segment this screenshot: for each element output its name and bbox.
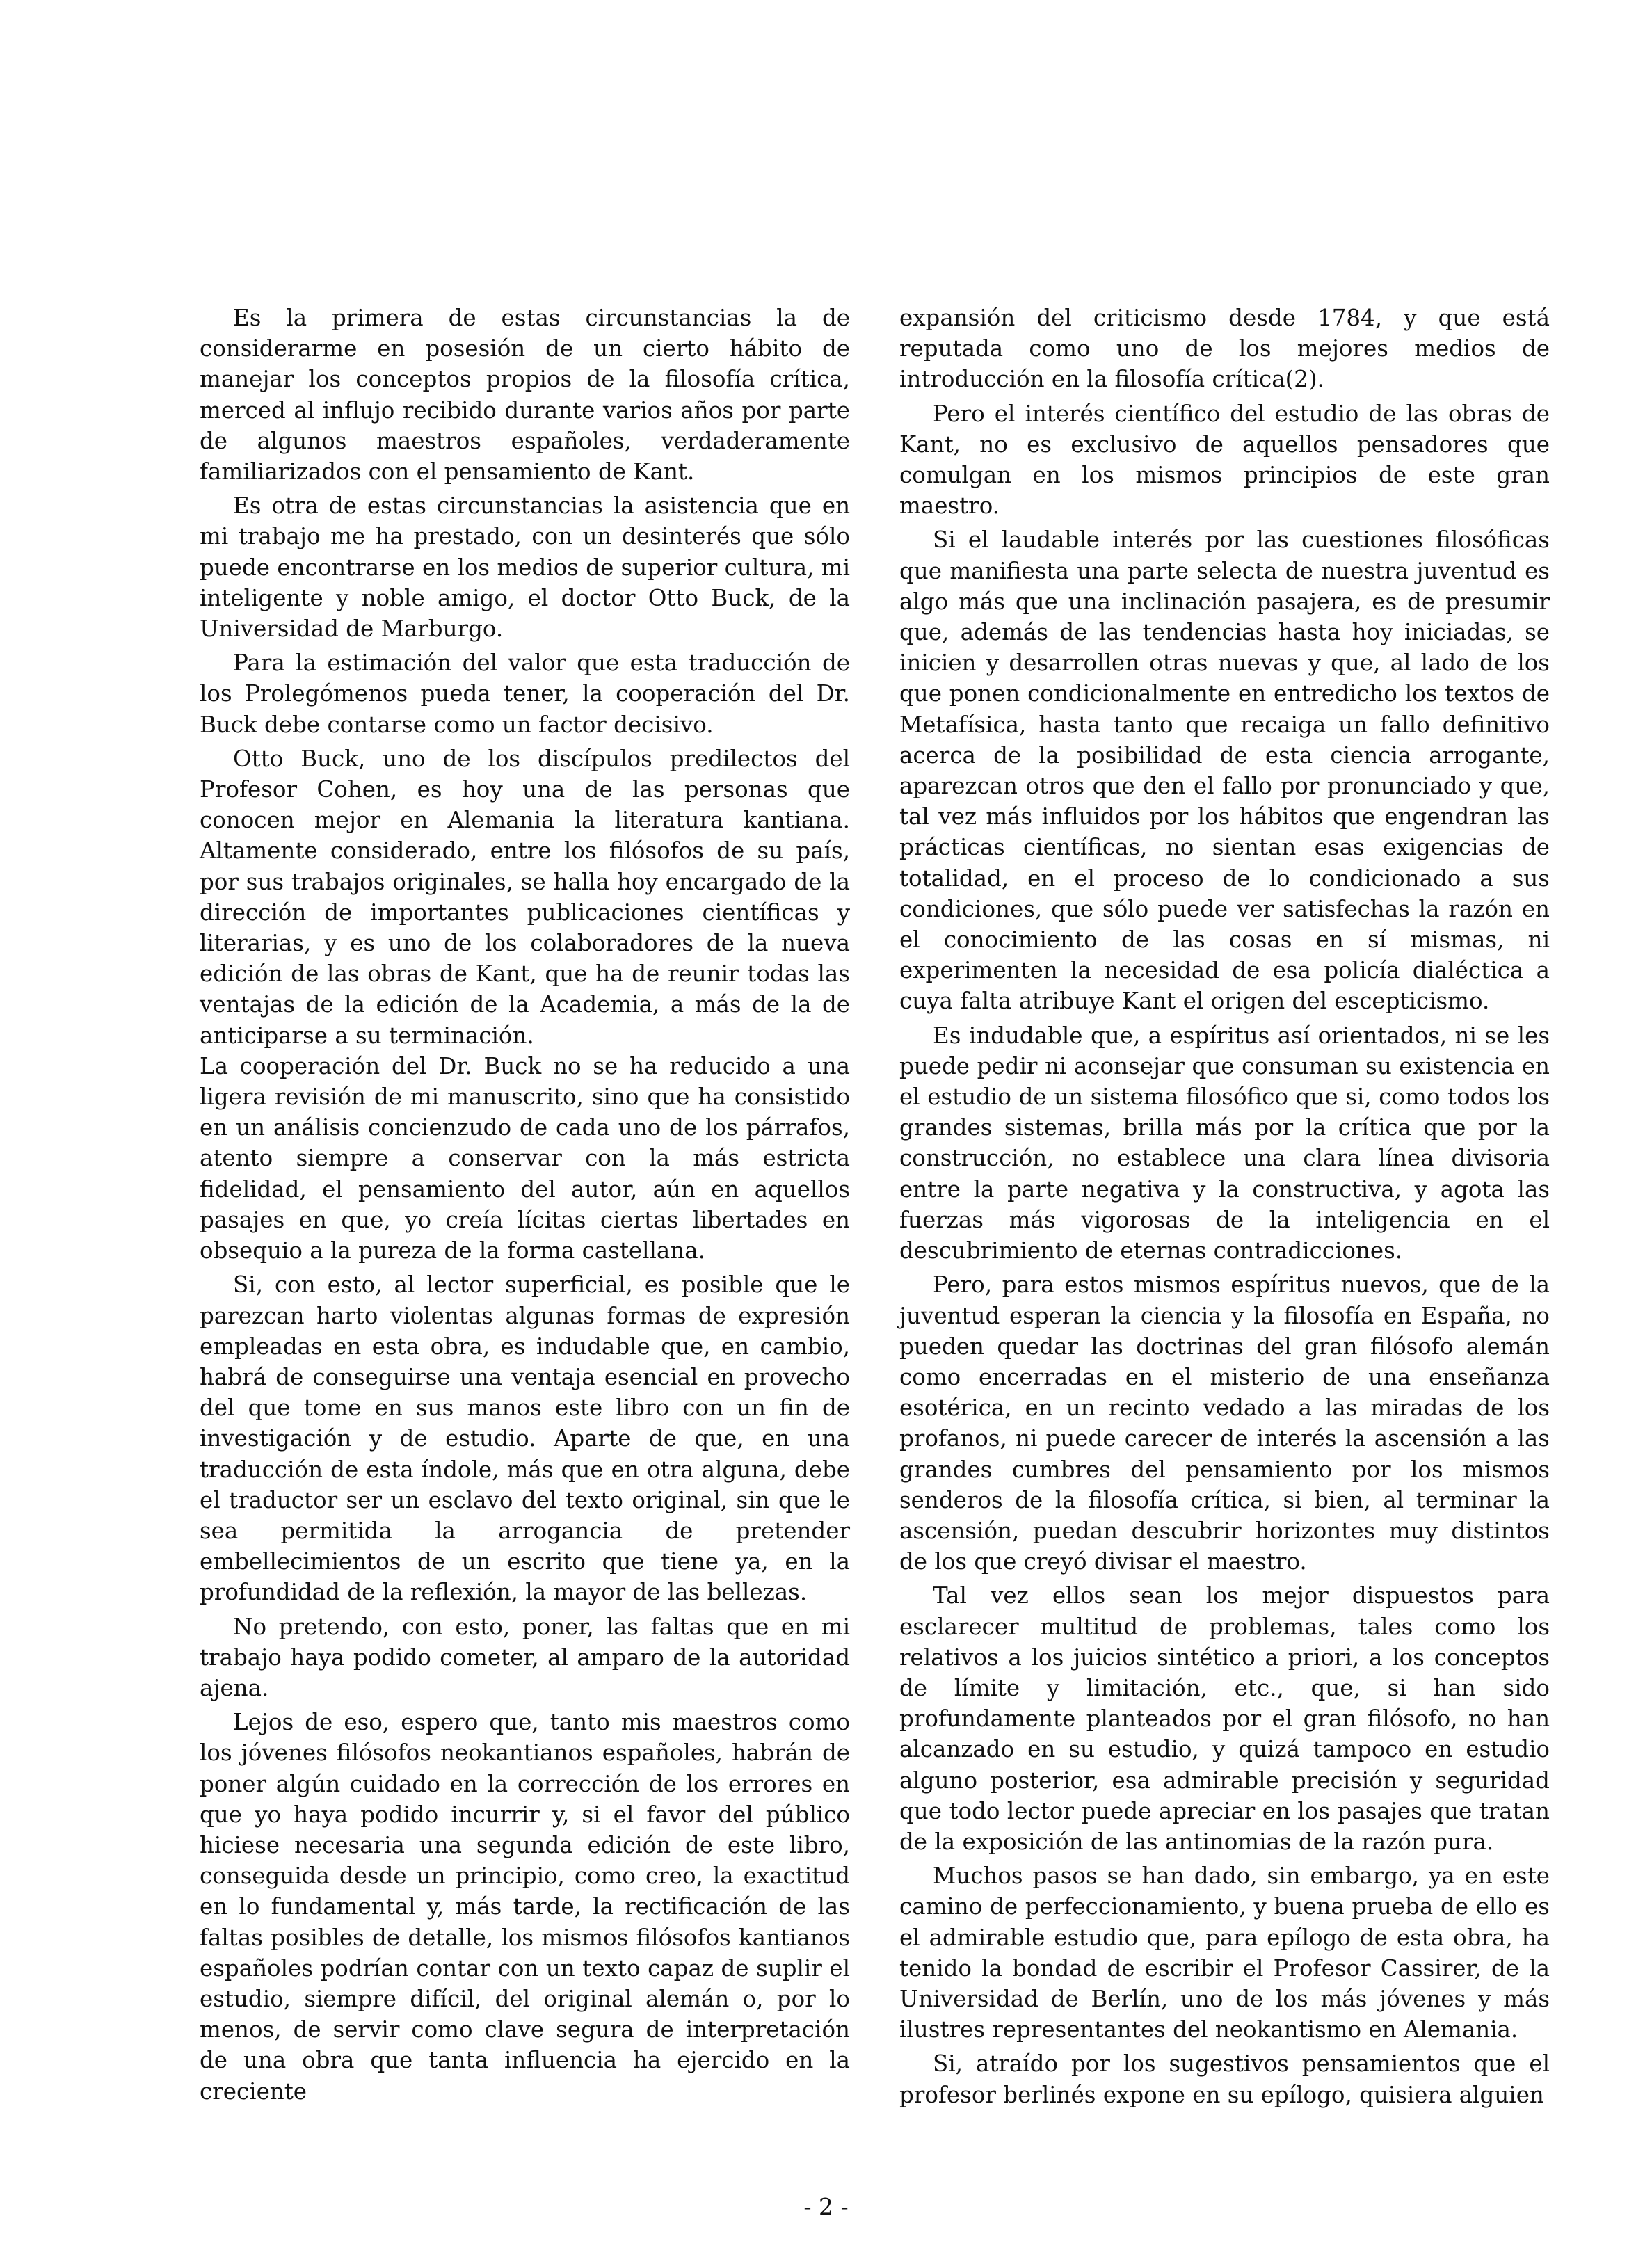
- paragraph: Pero el interés científico del estudio de las obras de Kant, no es exclusivo de aquellos pensadores que comulgan en los mismos principios de este gran maestro.: [899, 400, 1550, 520]
- paragraph: expansión del criticismo desde 1784, y que está reputada como uno de los mejores medios de introducción en la filosofía crítica(2).: [899, 305, 1550, 393]
- paragraph: Es indudable que, a espíritus así orientados, ni se les puede pedir ni aconsejar que consuman su existencia en el estudio de un sistema filosófico que si, como todos los grandes sistemas, brilla más por la crítica que por la construcción, no establece una clara línea divisoria entre la parte negativa y la constructiva, y agota las fuerzas más vigorosas de la inteligencia en el descubrimiento de eternas contradicciones.: [899, 1022, 1550, 1264]
- paragraph: Pero, para estos mismos espíritus nuevos, que de la juventud esperan la ciencia y la filosofía en España, no pueden quedar las doctrinas del gran filósofo alemán como encerradas en el misterio de una enseñanza esotérica, en un recinto vedado a las miradas de los profanos, ni puede carecer de interés la ascensión a las grandes cumbres del pensamiento por los mismos senderos de la filosofía crítica, si bien, al terminar la ascensión, puedan descubrir horizontes muy distintos de los que creyó divisar el maestro.: [899, 1271, 1550, 1575]
- paragraph: La cooperación del Dr. Buck no se ha reducido a una ligera revisión de mi manuscrito, sino que ha consistido en un análisis concienzudo de cada uno de los párrafos, atento siempre a conservar con la más estricta fidelidad, el pensamiento del autor, aún en aquellos pasajes en que, yo creía lícitas ciertas libertades en obsequio a la pureza de la forma castellana.: [200, 1052, 850, 1264]
- paragraph: Si, atraído por los sugestivos pensamientos que el profesor berlinés expone en su epílogo, quisiera alguien: [899, 2050, 1550, 2108]
- left-text-column: [200, 303, 850, 2107]
- paragraph: Si el laudable interés por las cuestiones filosóficas que manifiesta una parte selecta de nuestra juventud es algo más que una inclinación pasajera, es de presumir que, además de las tendencias hasta hoy iniciadas, se inicien y desarrollen otras nuevas y que, al lado de los que ponen condicionalmente en entredicho los textos de Metafísica, hasta tanto que recaiga un fallo definitivo acerca de la posibilidad de esta ciencia arrogante, aparezcan otros que den el fallo por pronunciado y que, tal vez más influidos por los hábitos que engendran las prácticas científicas, no sientan esas exigencias de totalidad, en el proceso de lo condicionado a sus condiciones, que sólo puede ver satisfechas la razón en el conocimiento de las cosas en sí mismas, ni experimenten la necesidad de esa policía dialéctica a cuya falta atribuye Kant el origen del escepticismo.: [899, 527, 1550, 1015]
- paragraph: Es la primera de estas circunstancias la de considerarme en posesión de un cierto hábito de manejar los conceptos propios de la filosofía crítica, merced al influjo recibido durante varios años por parte de algunos maestros españoles, verdaderamente familiarizados con el pensamiento de Kant.: [200, 305, 850, 485]
- paragraph: Es otra de estas circunstancias la asistencia que en mi trabajo me ha prestado, con un desinterés que sólo puede encontrarse en los medios de superior cultura, mi inteligente y noble amigo, el doctor Otto Buck, de la Universidad de Marburgo.: [200, 492, 850, 643]
- page-number: - 2 -: [803, 2193, 849, 2220]
- paragraph: Otto Buck, uno de los discípulos predilectos del Profesor Cohen, es hoy una de las personas que conocen mejor en Alemania la literatura kantiana. Altamente considerado, entre los filósofos de su país, por sus trabajos originales, se halla hoy encargado de la dirección de importantes publicaciones científicas y literarias, y es uno de los colaboradores de la nueva edición de las obras de Kant, que ha de reunir todas las ventajas de la edición de la Academia, a más de la de anticiparse a su terminación.: [200, 745, 850, 1049]
- paragraph: Tal vez ellos sean los mejor dispuestos para esclarecer multitud de problemas, tales como los relativos a los juicios sintético a priori, a los conceptos de límite y limitación, etc., que, si han sido profundamente planteados por el gran filósofo, no han alcanzado en su estudio, y quizá tampoco en estudio alguno posterior, esa admirable precisión y seguridad que todo lector puede apreciar en los pasajes que tratan de la exposición de las antinomias de la razón pura.: [899, 1582, 1550, 1855]
- paragraph: Lejos de eso, espero que, tanto mis maestros como los jóvenes filósofos neokantianos españoles, habrán de poner algún cuidado en la corrección de los errores en que yo haya podido incurrir y, si el favor del público hiciese necesaria una segunda edición de este libro, conseguida desde un principio, como creo, la exactitud en lo fundamental y, más tarde, la rectificación de las faltas posibles de detalle, los mismos filósofos kantianos españoles podrían contar con un texto capaz de suplir el estudio, siempre difícil, del original alemán o, por lo menos, de servir como clave segura de interpretación de una obra que tanta influencia ha ejercido en la creciente: [200, 1709, 850, 2105]
- paragraph: Muchos pasos se han dado, sin embargo, ya en este camino de perfeccionamiento, y buena prueba de ello es el admirable estudio que, para epílogo de esta obra, ha tenido la bondad de escribir el Profesor Cassirer, de la Universidad de Berlín, uno de los más jóvenes y más ilustres representantes del neokantismo en Alemania.: [899, 1863, 1550, 2043]
- paragraph: Para la estimación del valor que esta traducción de los Prolegómenos pueda tener, la cooperación del Dr. Buck debe contarse como un factor decisivo.: [200, 650, 850, 738]
- paragraph: No pretendo, con esto, poner, las faltas que en mi trabajo haya podido cometer, al amparo de la autoridad ajena.: [200, 1613, 850, 1701]
- paragraph: Si, con esto, al lector superficial, es posible que le parezcan harto violentas algunas formas de expresión empleadas en esta obra, es indudable que, en cambio, habrá de conseguirse una ventaja esencial en provecho del que tome en sus manos este libro con un fin de investigación y de estudio. Aparte de que, en una traducción de esta índole, más que en otra alguna, debe el traductor ser un esclavo del texto original, sin que le sea permitida la arrogancia de pretender embellecimientos de un escrito que tiene ya, en la profundidad de la reflexión, la mayor de las bellezas.: [200, 1271, 850, 1606]
- right-text-column: [899, 303, 1550, 2110]
